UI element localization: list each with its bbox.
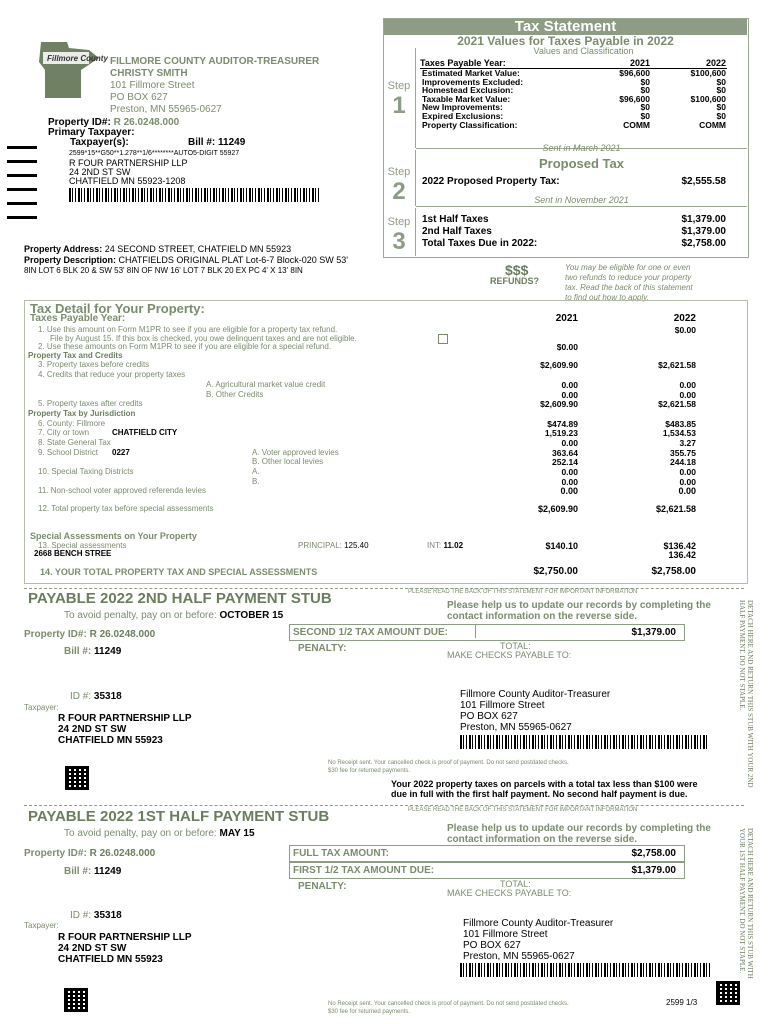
refund-note-2: two refunds to reduce your property — [565, 273, 692, 282]
stub1-date: MAY 15 — [219, 828, 255, 839]
stub2-receipt-1: No Receipt sent. Your cancelled check is proof of payment. Do not send postdated checks. — [328, 760, 569, 766]
line-11-2021: 0.00 — [560, 486, 578, 496]
step-2-box: Step 2 — [383, 150, 416, 206]
stub1-taxid: 35318 — [93, 910, 122, 921]
detail-row-value: 0.00 — [561, 467, 578, 478]
values-cell: Property Classification: — [422, 119, 518, 130]
detail-row-value: $0.00 — [674, 325, 696, 335]
stub1-receipt-2: $30 fee for returned payments. — [328, 1009, 411, 1015]
detail-row-value: $2,621.58 — [658, 360, 696, 371]
values-cell: $0 — [640, 85, 650, 96]
detail-row-label: File by August 15. If this box is checked, you owe delinquent taxes and are not eligible. — [50, 333, 357, 343]
special-2021: $140.10 — [545, 541, 578, 551]
stub2-bill-label: Bill #: — [64, 646, 92, 657]
detail-row-label: B. Other Credits — [206, 389, 264, 399]
stub2-total: TOTAL: — [500, 641, 531, 651]
detail-row-value: 0.00 — [561, 476, 578, 487]
stub1-first-label: FIRST 1/2 TAX AMOUNT DUE: — [293, 865, 435, 876]
detail-row — [26, 476, 746, 486]
values-cell: $0 — [716, 102, 726, 113]
detail-row-sub: A. Voter approved levies — [252, 447, 339, 457]
stub1-payee-name: Fillmore County Auditor-Treasurer — [463, 918, 614, 929]
property-desc-2: 8IN LOT 6 BLK 20 & SW 53' 8IN OF NW 16' LOT 7 BLK 20 EX PC 4' X 13' 8IN — [24, 266, 303, 275]
detail-row-value: 252.14 — [552, 457, 578, 468]
total-label: Total Taxes Due in 2022: — [422, 238, 538, 249]
stub1-help-2: contact information on the reverse side. — [447, 834, 638, 845]
detail-row-value: 0.00 — [679, 389, 696, 400]
detail-row — [26, 418, 746, 428]
stub2-due-label: SECOND 1/2 TAX AMOUNT DUE: — [293, 627, 449, 638]
values-cell: $96,600 — [619, 93, 650, 104]
stub1-owner-street: 24 2ND ST SW — [58, 943, 127, 954]
stub1-taxid-label: ID #: — [70, 910, 92, 921]
detail-row-label: 6. County: Fillmore — [38, 418, 106, 428]
half2-amount: $1,379.00 — [681, 226, 726, 237]
stub1-barcode — [460, 963, 710, 977]
stub1-total: TOTAL: — [500, 879, 531, 889]
line-11-label: 11. Non-school voter approved referenda levies — [38, 486, 206, 495]
stub2-qr-code — [65, 766, 89, 790]
line-12-2022: $2,621.58 — [655, 504, 696, 514]
stub1-payee-city: Preston, MN 55965-0627 — [463, 951, 575, 962]
line-14-2021: $2,750.00 — [533, 566, 578, 577]
values-cell: $96,600 — [619, 68, 650, 78]
detail-row-label: 3. Property taxes before credits — [38, 360, 150, 370]
detail-row-label: 4. Credits that reduce your property taxes — [38, 370, 186, 380]
half1-label: 1st Half Taxes — [422, 214, 489, 225]
detail-row-label: 9. School District — [38, 447, 99, 457]
stub1-taxpayer: Taxpayer: — [24, 921, 59, 930]
step-label: Step — [387, 166, 411, 178]
primary-taxpayer-label: Primary Taxpayer: — [48, 127, 135, 138]
stub1-id-label: Property ID#: — [24, 848, 87, 859]
detail-row-value: 3.27 — [679, 437, 696, 448]
detail-row-label: 10. Special Taxing Districts — [38, 467, 134, 477]
stub2-payee-city: Preston, MN 55965-0627 — [460, 722, 572, 733]
stub2-help-2: contact information on the reverse side. — [447, 611, 638, 622]
detail-row-value: 0.00 — [679, 476, 696, 487]
stub1-payee-street: 101 Fillmore Street — [463, 929, 548, 940]
detail-row — [26, 427, 746, 437]
owner-street: 24 2ND ST SW — [69, 167, 131, 177]
values-cell: $100,600 — [690, 68, 726, 78]
values-year-2: 2022 — [705, 58, 726, 68]
detail-year-1: 2021 — [555, 313, 578, 324]
line-12-label: 12. Total property tax before special assessments — [38, 504, 214, 513]
detail-row-label: Property Tax by Jurisdiction — [28, 408, 136, 418]
values-row — [420, 121, 727, 130]
stub1-full-label: FULL TAX AMOUNT: — [293, 848, 389, 859]
values-cell: Homestead Exclusion: — [422, 85, 514, 96]
mark-line — [7, 188, 37, 191]
proposed-label: 2022 Proposed Property Tax: — [422, 176, 560, 187]
page-number: 2599 1/3 — [666, 998, 698, 1007]
detail-row-sub: B. Other local levies — [252, 457, 324, 467]
refund-note-1: You may be eligible for one or even — [565, 263, 691, 272]
values-cell: $0 — [716, 76, 726, 87]
stub1-bill-label: Bill #: — [64, 866, 92, 877]
property-id-label: Property ID#: — [48, 117, 111, 128]
detail-row-value: $0.00 — [556, 342, 578, 353]
stub2-payable: MAKE CHECKS PAYABLE TO: — [447, 650, 572, 660]
detail-row-label: 5. Property taxes after credits — [38, 399, 143, 409]
stub1-full: $2,758.00 — [631, 848, 676, 859]
stub2-property-id: R 26.0248.000 — [89, 629, 156, 640]
detail-row-label: 8. State General Tax — [38, 437, 111, 447]
stub1-please-back: PLEASE READ THE BACK OF THIS STATEMENT FOR IMPORTANT INFORMATION — [408, 807, 638, 813]
property-desc-1: CHATFIELDS ORIGINAL PLAT Lot-6-7 Block-020 SW 53' — [118, 255, 349, 265]
stub1-owner-city: CHATFIELD MN 55923 — [58, 954, 163, 965]
stub2-date: OCTOBER 15 — [219, 610, 284, 621]
detail-row-value: $2,609.90 — [540, 399, 578, 410]
stub1-help-1: Please help us to update our records by completing the — [447, 823, 711, 834]
step-1-box: Step 1 — [383, 48, 416, 148]
property-address: 24 SECOND STREET, CHATFIELD MN 55923 — [104, 244, 292, 254]
bill-label: Bill #: — [188, 137, 216, 148]
detail-row — [26, 359, 746, 369]
principal-value: 125.40 — [344, 541, 369, 550]
special-2022: $136.42 — [663, 541, 696, 551]
property-id: R 26.0248.000 — [113, 117, 180, 128]
values-cell: COMM — [623, 119, 650, 130]
detail-row-extra: 0227 — [112, 447, 130, 457]
values-cell: Expired Exclusions: — [422, 110, 504, 121]
detail-row-value: 1,519.23 — [544, 428, 578, 439]
half1-amount: $1,379.00 — [681, 214, 726, 225]
refund-note-3: tax. Read the back of this statement — [565, 283, 693, 292]
values-head: Values and Classification — [533, 46, 634, 56]
stub1-avoid: To avoid penalty, pay on or before: — [64, 828, 217, 839]
detail-row — [26, 437, 746, 447]
detail-row-sub: B. — [252, 476, 260, 486]
stub2-side-text: DETACH HERE AND RETURN THIS STUB WITH YOUR 2ND HALF PAYMENT. DO NOT STAPLE. — [738, 600, 754, 788]
property-address-label: Property Address: — [24, 244, 103, 254]
stub2-taxpayer: Taxpayer: — [24, 703, 59, 712]
step-label: Step — [387, 80, 411, 92]
stub1-penalty: PENALTY: — [298, 881, 347, 892]
values-cell: Improvements Excluded: — [422, 76, 524, 87]
proposed-amount: $2,555.58 — [681, 176, 726, 187]
office-street: 101 Fillmore Street — [110, 80, 195, 91]
detail-row-value: 1,534.53 — [662, 428, 696, 439]
stub1-qr-code-right — [716, 981, 740, 1005]
sent-march: Sent in March 2021 — [542, 143, 621, 153]
refunds-symbol: $$$ — [505, 262, 529, 278]
stub1-owner: R FOUR PARTNERSHIP LLP — [58, 932, 192, 943]
stub1-property-id: R 26.0248.000 — [89, 848, 156, 859]
postal-barcode — [69, 188, 319, 202]
stub2-id-label: Property ID#: — [24, 629, 87, 640]
stub2-notice-2: due in full with the first half payment. No second half payment is due. — [391, 789, 688, 799]
detail-row — [26, 333, 746, 342]
line-12-2021: $2,609.90 — [537, 504, 578, 514]
line-11-2022: 0.00 — [678, 486, 696, 496]
stub1-side-text: DETACH HERE AND RETURN THIS STUB WITH YOUR 1ST HALF PAYMENT. DO NOT STAPLE. — [738, 828, 754, 979]
detail-row-value: 0.00 — [561, 389, 578, 400]
values-cell: $0 — [640, 110, 650, 121]
statement-subtitle: 2021 Values for Taxes Payable in 2022 — [457, 34, 674, 48]
detail-row-value: 363.64 — [552, 447, 578, 458]
detail-row — [26, 379, 746, 389]
detail-row-value: 0.00 — [679, 379, 696, 390]
stub2-payee-street: 101 Fillmore Street — [460, 700, 545, 711]
office-pobox: PO BOX 627 — [110, 92, 168, 103]
minnesota-map-icon — [33, 36, 103, 106]
mark-line — [7, 160, 37, 163]
owner-name: R FOUR PARTNERSHIP LLP — [69, 158, 188, 168]
taxpayers-label: Taxpayer(s): — [70, 137, 129, 148]
detail-row-value: $2,609.90 — [540, 360, 578, 371]
stub2-penalty: PENALTY: — [298, 643, 347, 654]
step-3-box: Step 3 — [383, 208, 416, 256]
detail-row — [26, 389, 746, 399]
values-col-label: Taxes Payable Year: — [420, 58, 506, 68]
detail-year-2: 2022 — [673, 313, 696, 324]
refund-note-4: to find out how to apply. — [565, 293, 649, 302]
stub2-barcode — [460, 735, 708, 749]
line-14-2022: $2,758.00 — [651, 566, 696, 577]
stub2-payee-name: Fillmore County Auditor-Treasurer — [460, 689, 611, 700]
int-value: 11.02 — [443, 541, 464, 550]
mark-line — [7, 216, 37, 219]
stub1-first: $1,379.00 — [631, 865, 676, 876]
detail-row — [26, 466, 746, 476]
values-cell: $0 — [640, 102, 650, 113]
detail-row-label: 1. Use this amount on Form M1PR to see if you are eligible for a property tax refund. — [38, 325, 338, 334]
detail-row-label: 2. Use these amounts on Form M1PR to see if you are eligible for a special refund. — [38, 342, 332, 352]
stub2-owner: R FOUR PARTNERSHIP LLP — [58, 713, 192, 724]
line-14-label: 14. YOUR TOTAL PROPERTY TAX AND SPECIAL ASSESSMENTS — [40, 567, 318, 577]
detail-row-label: A. Agricultural market value credit — [206, 379, 326, 389]
detail-row-value: 0.00 — [679, 467, 696, 478]
stub2-please-back: PLEASE READ THE BACK OF THIS STATEMENT FOR IMPORTANT INFORMATION — [408, 589, 638, 595]
detail-year-label: Taxes Payable Year: — [30, 313, 126, 324]
detail-row-value: $474.89 — [547, 418, 578, 429]
detail-row-value: 244.18 — [670, 457, 696, 468]
mail-code: 2599*15**G50**1.278**1/6********AUTO5-DIGIT 55927 — [69, 150, 240, 157]
stub2-payee-pobox: PO BOX 627 — [460, 711, 518, 722]
values-cell: Estimated Market Value: — [422, 68, 520, 78]
stub2-taxid-label: ID #: — [70, 691, 92, 702]
mark-line — [7, 202, 37, 205]
office-name: FILLMORE COUNTY AUDITOR-TREASURER — [110, 56, 320, 67]
values-year-1: 2021 — [629, 58, 650, 68]
mark-line — [7, 146, 37, 149]
step-label: Step — [387, 216, 411, 228]
detail-row-value: $483.85 — [665, 418, 696, 429]
total-amount: $2,758.00 — [681, 238, 726, 249]
detail-row-value: $2,621.58 — [658, 399, 696, 410]
detail-row — [26, 369, 746, 379]
special-2022-detail: 136.42 — [668, 550, 696, 560]
stub1-receipt-1: No Receipt sent. Your cancelled check is proof of payment. Do not send postdated checks. — [328, 1001, 569, 1007]
principal-label: PRINCIPAL: — [298, 541, 342, 550]
detail-row-extra: CHATFIELD CITY — [112, 428, 178, 438]
stub1-bill: 11249 — [94, 866, 122, 877]
detail-row-value: 0.00 — [561, 379, 578, 390]
property-desc-label: Property Description: — [24, 255, 117, 265]
special-assess-13: 13. Special assessments — [38, 541, 127, 550]
values-cell: Taxable Market Value: — [422, 93, 511, 104]
detail-row-value: 355.75 — [670, 447, 696, 458]
values-cell: $0 — [716, 85, 726, 96]
stub1-payable: MAKE CHECKS PAYABLE TO: — [447, 888, 572, 898]
detail-row — [26, 341, 746, 353]
stub1-title: PAYABLE 2022 1ST HALF PAYMENT STUB — [28, 808, 330, 825]
values-cell: $0 — [716, 110, 726, 121]
values-cell: New Improvements: — [422, 102, 503, 113]
stub2-help-1: Please help us to update our records by completing the — [447, 600, 711, 611]
stub2-receipt-2: $30 fee for returned payments. — [328, 768, 411, 774]
int-label: INT: — [427, 541, 442, 550]
detail-row — [26, 408, 746, 418]
values-table — [420, 69, 727, 129]
bill-number: 11249 — [218, 137, 246, 148]
detail-title: Tax Detail for Your Property: — [30, 301, 205, 316]
detail-lines — [26, 324, 746, 485]
statement-title: Tax Statement — [384, 19, 747, 35]
values-cell: $0 — [640, 76, 650, 87]
stub2-avoid: To avoid penalty, pay on or before: — [64, 610, 217, 621]
sent-november: Sent in November 2021 — [534, 195, 629, 205]
stub2-owner-street: 24 2ND ST SW — [58, 724, 127, 735]
detail-row — [26, 350, 746, 360]
refunds-label: REFUNDS? — [490, 276, 539, 286]
detail-row — [26, 324, 746, 333]
detail-row-label: Property Tax and Credits — [28, 350, 123, 360]
detail-row-sub: A. — [252, 467, 260, 477]
stub1-payee-pobox: PO BOX 627 — [463, 940, 521, 951]
stub2-notice-1: Your 2022 property taxes on parcels with a total tax less than $100 were — [391, 779, 698, 789]
special-assess-address: 2668 BENCH STREE — [34, 549, 112, 558]
office-city: Preston, MN 55965-0627 — [110, 104, 222, 115]
stub2-title: PAYABLE 2022 2ND HALF PAYMENT STUB — [28, 590, 332, 607]
owner-city: CHATFIELD MN 55923-1208 — [69, 176, 186, 186]
office-person: CHRISTY SMITH — [110, 68, 188, 79]
detail-row — [26, 456, 746, 466]
stub1-qr-code — [64, 988, 88, 1012]
detail-row-label: 7. City or town — [38, 428, 90, 438]
half2-label: 2nd Half Taxes — [422, 226, 492, 237]
stub2-due: $1,379.00 — [631, 627, 676, 638]
proposed-head: Proposed Tax — [538, 156, 624, 171]
special-assess-head: Special Assessments on Your Property — [30, 531, 197, 541]
detail-row — [26, 447, 746, 457]
detail-row-value: 0.00 — [561, 437, 578, 448]
stub2-owner-city: CHATFIELD MN 55923 — [58, 735, 163, 746]
stub2-bill: 11249 — [94, 646, 122, 657]
values-cell: COMM — [699, 119, 726, 130]
county-logo — [33, 36, 108, 106]
values-cell: $100,600 — [690, 93, 726, 104]
mark-line — [7, 174, 37, 177]
logo-text: Fillmore County — [47, 54, 108, 63]
detail-row — [26, 398, 746, 408]
stub2-taxid: 35318 — [93, 691, 122, 702]
